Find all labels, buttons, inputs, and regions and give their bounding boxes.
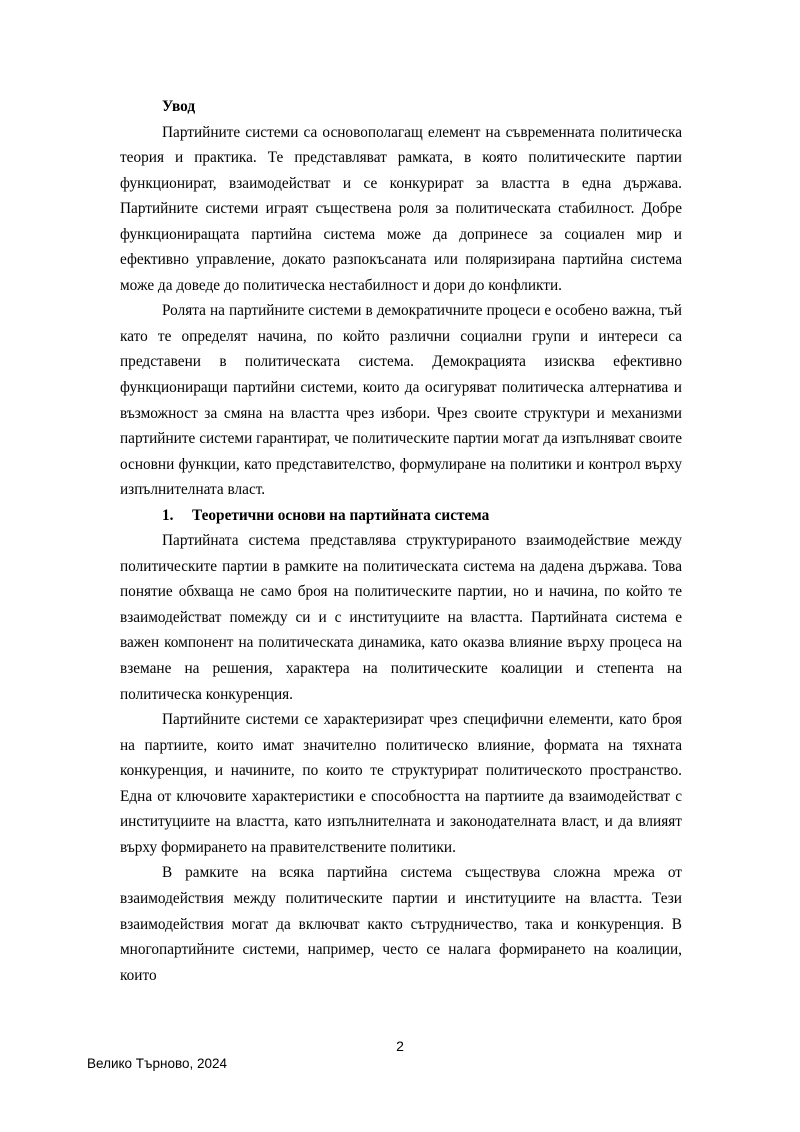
page-number: 2 — [396, 1038, 404, 1054]
intro-paragraph-1: Партийните системи са основополагащ елемент на съвременната политическа теория и практика. Те представляват рамката, в която политическите партии функционират, взаимодействат и се конкурират за властта в една държава. Партийните системи играят съществена роля за политическата стабилност. Добре функциониращата партийна система може да допринесе за социален мир и ефективно управление, докато разпокъсаната или поляризирана партийна система може да доведе до политическа нестабилност и дори до конфликти. — [120, 123, 682, 294]
intro-heading: Увод — [162, 98, 196, 115]
page-body — [120, 94, 682, 988]
section-1-paragraph-2: Партийните системи се характеризират чрез специфични елементи, като броя на партиите, които имат значително политическо влияние, формата на тяхната конкуренция, и начините, по които те структурират политическото пространство. Една от ключовите характеристики е способността на партиите да взаимодействат с институциите на властта, като изпълнителната и законодателната власт, и да влияят върху формирането на правителствените политики. — [120, 711, 682, 856]
section-1-paragraph-3: В рамките на всяка партийна система съществува сложна мрежа от взаимодействия между политическите партии и институциите на властта. Тези взаимодействия могат да включват както сътрудничество, така и конкуренция. В многопартийните системи, например, често се налага формирането на коалиции, които — [120, 864, 682, 984]
intro-paragraph-2: Ролята на партийните системи в демократичните процеси е особено важна, тъй като те определят начина, по който различни социални групи и интереси са представени в политическата система. Демокрацията изисква ефективно функциониращи партийни системи, които да осигуряват политическа алтернатива и възможност за смяна на властта чрез избори. Чрез своите структури и механизми партийните системи гарантират, че политическите партии могат да изпълняват своите основни функции, като представителство, формулиране на политики и контрол върху изпълнителната власт. — [120, 302, 682, 499]
section-1-title: Теоретични основи на партийната система — [192, 506, 490, 524]
footer-text: Велико Търново, 2024 — [87, 1056, 228, 1071]
section-1-paragraph-1: Партийната система представлява структурираното взаимодействие между политическите партии в рамките на политическата система на дадена държава. Това понятие обхваща не само броя на политическите партии, но и начина, по който те взаимодействат помежду си и с институциите на властта. Партийната система е важен компонент на политическата динамика, като оказва влияние върху процеса на вземане на решения, характера на политическите коалиции и степента на политическа конкуренция. — [120, 532, 682, 703]
section-1-heading — [120, 503, 682, 529]
section-1-number: 1. — [162, 506, 174, 524]
